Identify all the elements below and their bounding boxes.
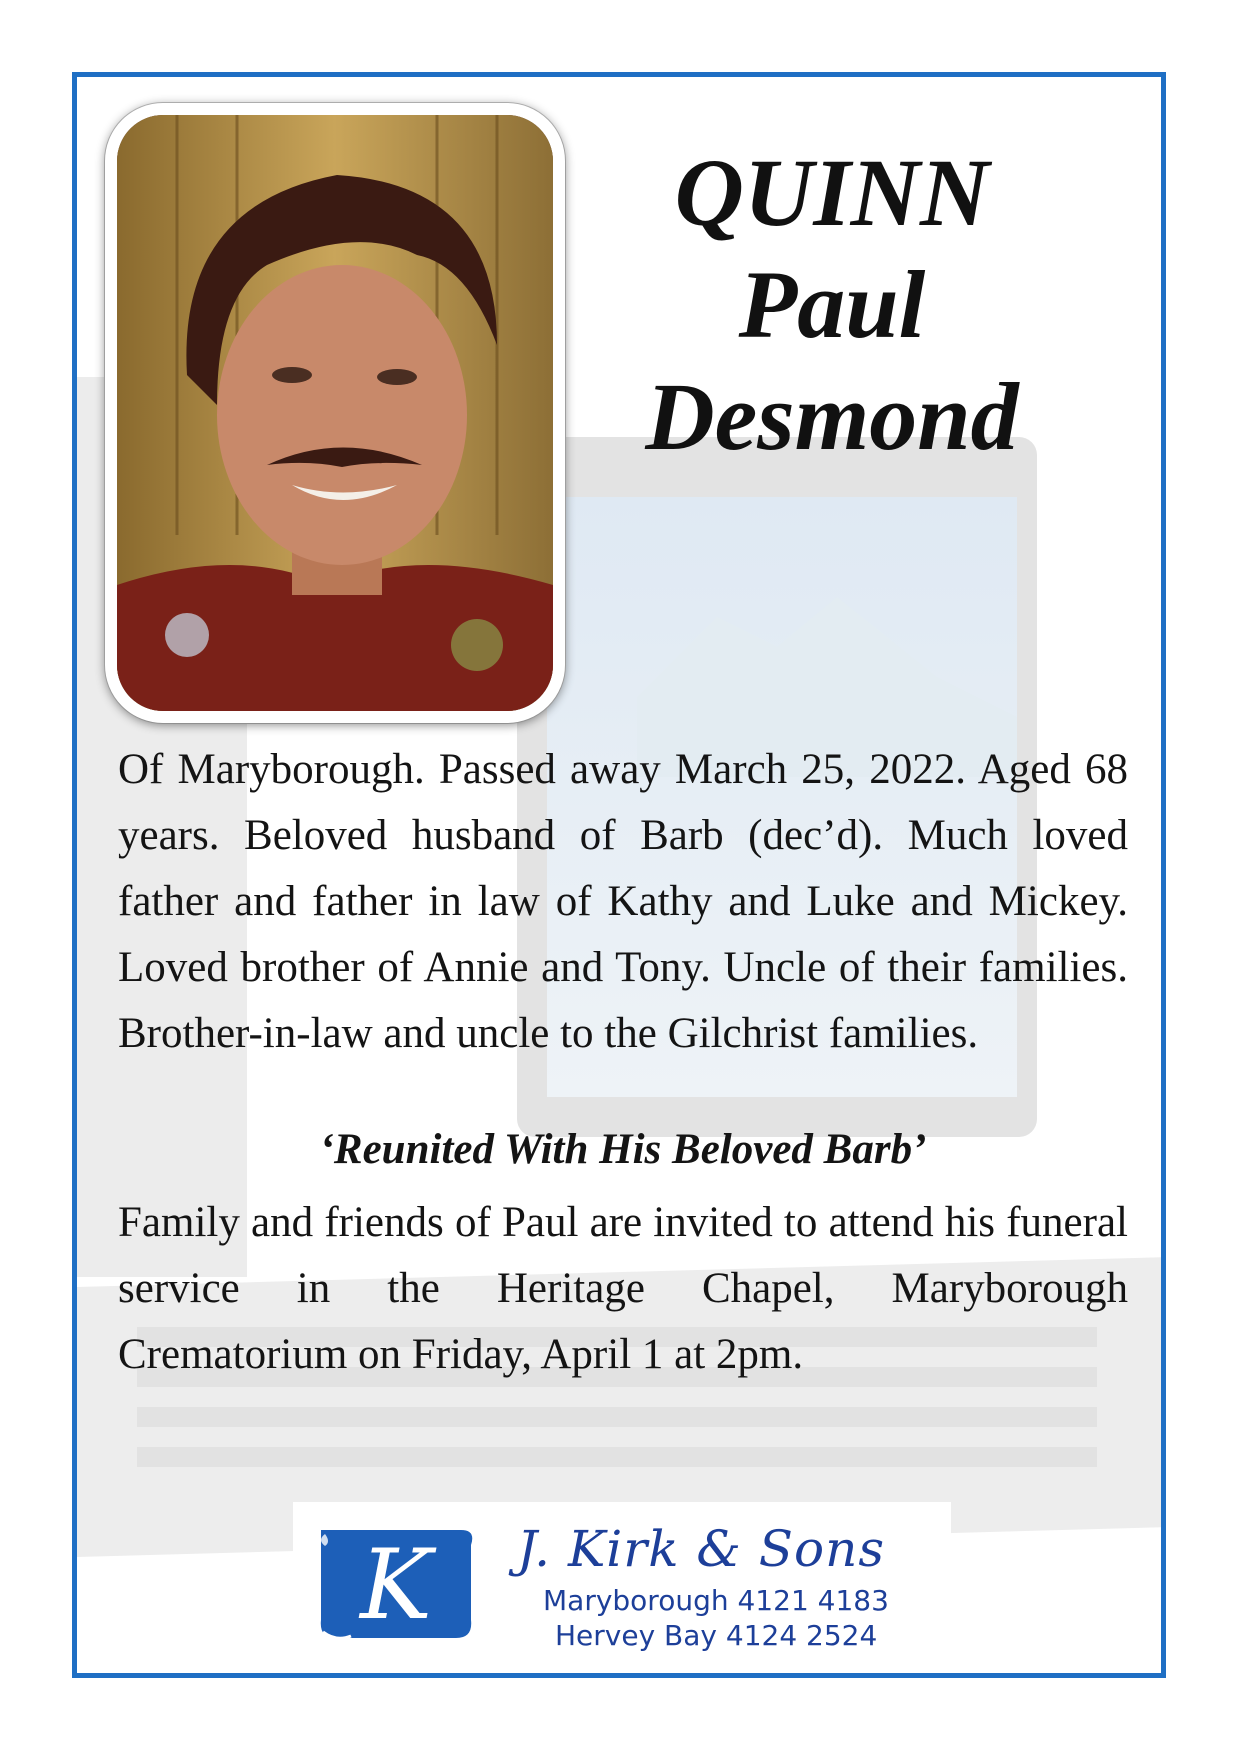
deceased-name	[637, 137, 1027, 473]
obituary-notice	[72, 72, 1166, 1678]
portrait-photo	[105, 103, 565, 723]
given-name: Paul	[738, 251, 926, 358]
memorial-quote: ‘Reunited With His Beloved Barb’	[319, 1126, 927, 1173]
notice-paragraph: Of Maryborough. Passed away March 25, 2022. Aged 68 years. Beloved husband of Barb (dec’d). Much loved father and father in law of Kathy and Luke and Mickey. Loved brother of Annie and Tony. Uncle of their families. Brother-in-law and uncle to the Gilchrist families.	[118, 746, 1128, 1057]
contact-maryborough: Maryborough 4121 4183	[543, 1584, 889, 1617]
surname: QUINN	[674, 139, 990, 246]
funeral-director-logo	[293, 1502, 951, 1662]
middle-name: Desmond	[645, 363, 1019, 470]
scroll-monogram-icon	[311, 1520, 481, 1646]
funeral-director-name: J. Kirk & Sons	[517, 1520, 886, 1578]
funeral-details: Family and friends of Paul are invited to attend his funeral service in the Heritage Chapel, Maryborough Crematorium on Friday, April 1 at 2pm.	[118, 1199, 1128, 1378]
contact-hervey-bay: Hervey Bay 4124 2524	[555, 1619, 878, 1652]
svg-text:K: K	[360, 1529, 432, 1641]
